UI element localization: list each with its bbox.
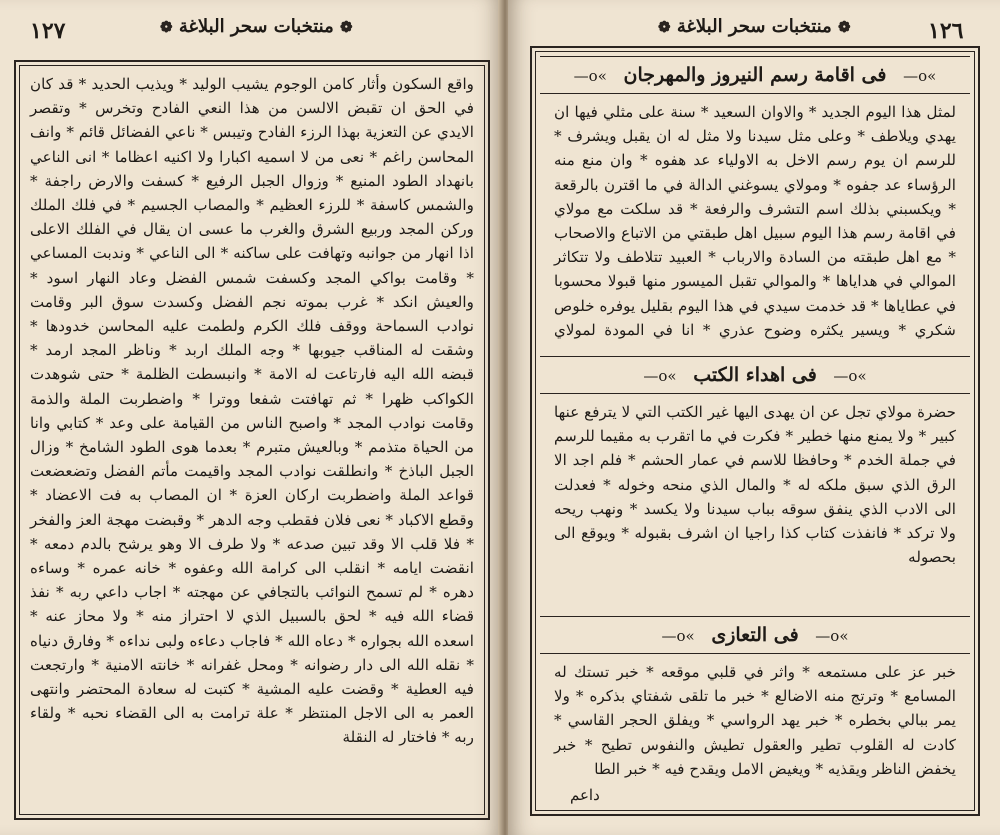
section-deco-icon-4: »o— [643,367,677,385]
right-running-title-text: منتخبات سحر البلاغة [676,16,832,37]
section-condolences [540,616,970,804]
section-text-nowruz [540,94,970,342]
section-title-books [540,356,970,394]
right-page-number: ١٢٦ [928,18,964,44]
section-title-text-2: فى اهداء الكتب [693,364,817,386]
section-title-nowruz [540,56,970,94]
left-paragraph: واقع السكون وأثار كامن الوجوم يشيب الوليد * ويذيب الحديد * قد كان في الحق ان تقبض الالسن من هذا النعي الفادح وتخرس * وتقصر الايدي عن التعزية بهذا الرزء الفادح وتيبس * ناعي الفضائل قائم * وانف المحاسن راغم * نعى من لا اسميه اكبارا ولا اكنيه اعظاما * انى الناعي بانهداد الطود المنيع * وزوال الجبل الرفيع * كسفت والارض راجفة * والشمس كاسفة * للرزء العظيم * والمصاب الجسيم * في فلك الملك وركن المجد وربيع الشرق والغرب ما عسى ان يقال في الفلك الاعلى اذا انهار من جوانبه وتهافت على ساكنه * الى الناعي * وندبت المساعي * وقامت بواكي المجد وكسفت شمس الفضل وعاد النهار اسود * والعيش انكد * غرب بموته نجم الفضل وكسدت سوق البر وقامت نوادب السماحة ووقف فلك الكرم ولطمت عليه المحاسن خدودها * وشقت له المناقب جيوبها * وجه الملك اربد * وناظر المجد ارمد * قبضه الله اليه فارتاعت له الامة * وانبسطت الظلمة * حتى شوهدت الكواكب ظهرا * ثم تهافتت شفعا ووترا * واضطربت الملة والذمة وقامت نوادب المجد * واصبح الناس من القيامة على وعد * كتابي وانا من الحياة متذمم * وبالعيش متبرم * بعدما هوى الطود الشامخ * وزال الجبل الباذخ * وانطلقت نوادب المجد واقيمت مأتم الفضل وتضعضعت قواعد الملة واضطربت اركان العزة * ان المصاب به فت الاعضاد * وقطع الاكباد * نعى فلان فقطب وجه الدهر * وقبضت مهجة العز والفخر * فلا قلب الا وقد تبين صدعه * ولا طرف الا وهو يرشح بالدم دمعه * انقضت ايامه * انقلب الى كرامة الله وعفوه * خانه عمره * وساءه دهره * لم تسمح النوائب بالتجافي عن مهجته * اجاب داعي ربه * نفذ قضاء الله فيه * لحق بالسبيل الذي لا احتراز منه * ولا محاز عنه * اسعده الله بجواره * دعاه الله * فاجاب دعاءه ولبى نداءه * وفارق دنياه * نقله الله الى دار رضوانه * ومحل غفرانه * خانته الامنية * وارتجعت فيه العطية * وقضت عليه المشية * كتبت له سعادة المحتضر وانتهى العمر به الى الاجل المنتظر * علة ترامت به الى القضاء نحبه * ولقاء ربه * فاختار له النقلة [30,75,474,747]
left-title-ornament-icon-2: ❁ [340,18,353,36]
section-text-condolences [540,654,970,804]
left-running-title [160,16,353,37]
section-title-text: فى اقامة رسم النيروز والمهرجان [623,64,887,86]
right-text-frame [530,46,980,816]
section-deco-icon-5: »o— [815,627,849,645]
right-title-ornament-icon: ❁ [658,18,671,36]
left-body-text [16,62,488,802]
right-title-ornament-icon-2: ❁ [838,18,851,36]
section-deco-icon-6: »o— [661,627,695,645]
section-title-condolences [540,616,970,654]
paragraph-3: خبر عز على مستمعه * واثر في قلبي موقعه * خبر تستك له المسامع * وترتج منه الاضالع * خبر ما تلقى شفتاي بذكره * ولا يمر ببالي بخطره * خبر يهد الرواسي * ويفلق الحجر القاسي * كادت له القلوب تطير والعقول تطيش والنفوس تطيح * خبر يخفض الناظر ويقذيه * ويغيض الامل ويقدح فيه * خبر الطا [554,663,956,778]
section-nowruz [540,56,970,342]
right-running-title [658,16,851,37]
section-title-text-3: فى التعازى [711,624,799,646]
catchword: داعم [570,786,600,804]
paragraph-2: حضرة مولاي تجل عن ان يهدى اليها غير الكتب التي لا يترفع عنها كبير * ولا يمنع منها خطير * فكرت في ما اتقرب به مقيما للرسم في جملة الخدم * وحافظا للاسم في عمار الحشم * فلم اجد الا الرق الذي سبق ملكه له * والمال الذي منحه وخوله * فعدلت الى الادب الذي ينفق سوقه بباب سيدنا ولا يكسد * ونهب ريحه ولا تركد * فانفذت كتاب كذا راجيا ان اشرف بقبوله * ويوقع الى بحصوله [554,403,956,567]
section-gifting-books [540,356,970,610]
left-text-frame [14,60,490,820]
section-deco-icon-2: »o— [573,67,607,85]
left-running-head [0,12,502,52]
section-deco-icon-3: »o— [833,367,867,385]
left-running-title-text: منتخبات سحر البلاغة [178,16,334,37]
section-text-books [540,394,970,610]
section-deco-icon: »o— [903,67,937,85]
left-page-number: ١٢٧ [30,18,66,44]
left-title-ornament-icon: ❁ [160,18,173,36]
right-page [508,0,1000,835]
paragraph: لمثل هذا اليوم الجديد * والاوان السعيد * سنة على مثلي فيها ان يهدي ويلاطف * وعلى مثل سيدنا ولا مثل له ان يقبل ويشرف * للرسم ان يوم رسم الاخل به الاولياء عد هفوه * وان منع منه الرؤساء عد جفوه * ومولاي يسوغني الدالة في ما اقترن بالرقعة * ويكسبني بذلك اسم التشرف والرفعة * قد سلكت مع مولاي في اقامة رسم هذا اليوم سبيل اهل طبقتي من الاتباع والاصحاب * مع اهل طبقته من السادة والارباب * العبيد تتلاطف ولا تتكاثر الموالي في هداياها * والموالي تقبل الميسور منها قبولا محسوبا في عطاياها * قد خدمت سيدي في هذا اليوم بقليل يوفره خلوص شكري * ويسير يكثره وضوح عذري * انا في المودة لمولاي [554,103,956,339]
